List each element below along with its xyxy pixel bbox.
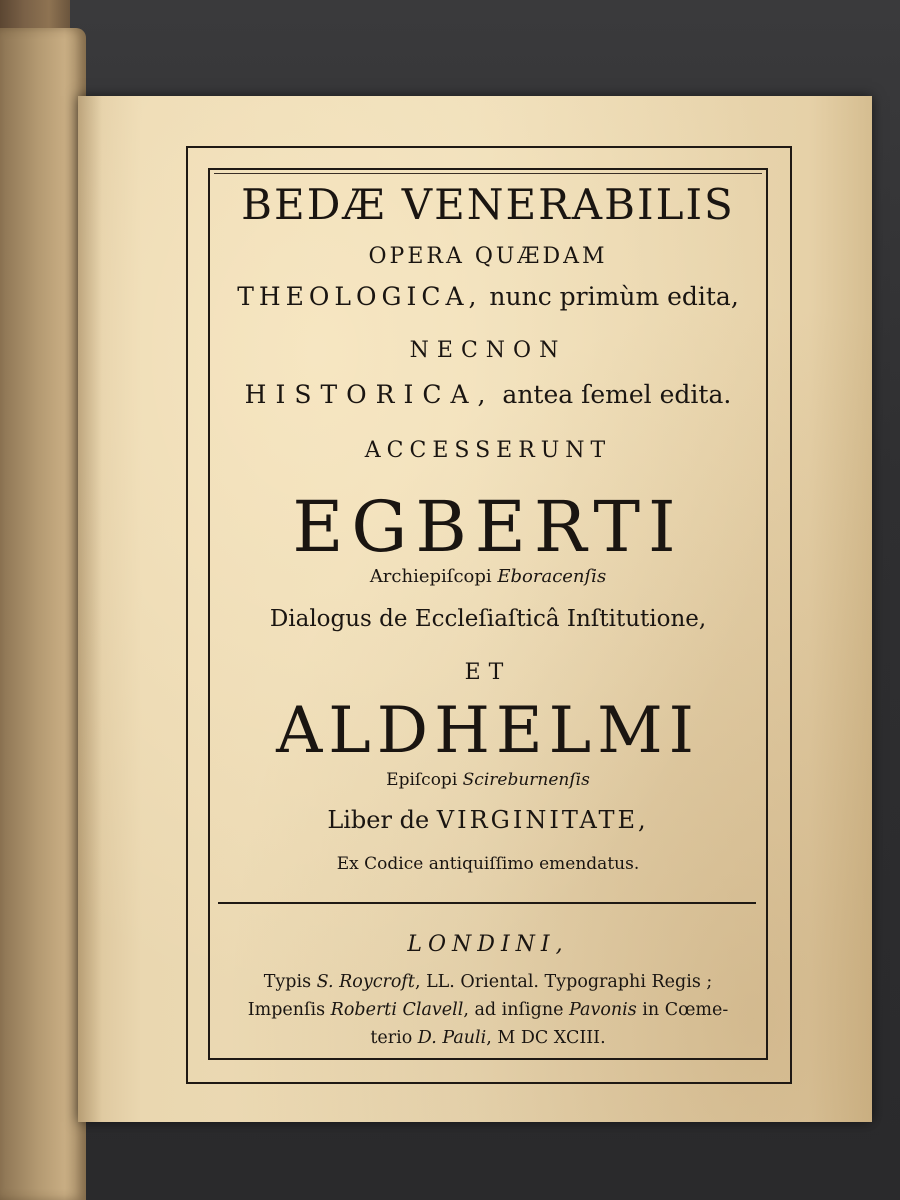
theologica-caps: THEOLOGICA, [237, 282, 482, 311]
necnon-line: NECNON [409, 338, 567, 363]
main-title: BEDÆ VENERABILIS [241, 180, 735, 229]
archiepiscopi-line [208, 566, 768, 587]
imprint-londini: LONDINI, [407, 932, 569, 957]
pauli-text: D. Pauli [417, 1028, 487, 1048]
imprint-divider-rule [218, 902, 756, 904]
scireburnensis-text: Scireburnenſis [462, 770, 590, 790]
liber-line [208, 806, 768, 834]
impensis-mid: , ad inſigne [463, 1000, 570, 1020]
aldhelmi-heading: ALDHELMI [276, 694, 700, 768]
egberti-heading: EGBERTI [292, 486, 684, 568]
archiepiscopi-text: Archiepiſcopi [369, 566, 498, 587]
accesserunt-line: ACCESSERUNT [364, 438, 612, 463]
impensis-end: in Cœme- [636, 1000, 729, 1020]
et-line: ET [464, 660, 512, 685]
episcopi-line [208, 770, 768, 790]
dialogus-line: Dialogus de Eccleſiaſticâ Inſtitutione, [269, 606, 707, 632]
clavell-text: Roberti Clavell [330, 1000, 464, 1020]
imprint-terio-line [208, 1028, 768, 1048]
pavonis-text: Pavonis [569, 1000, 637, 1020]
imprint-typis-line [208, 972, 768, 992]
left-page-edge [0, 28, 86, 1200]
impensis-text: Impenſis [247, 1000, 331, 1020]
imprint-impensis-line [208, 1000, 768, 1020]
ex-codice-line: Ex Codice antiquiſſimo emendatus. [336, 854, 640, 874]
liber-text: Liber de [327, 806, 437, 834]
historica-rest: antea ſemel edita. [494, 380, 732, 409]
virginitate-text: VIRGINITATE, [436, 806, 649, 834]
episcopi-text: Epiſcopi [386, 770, 463, 790]
typis-rest: , LL. Oriental. Typographi Regis ; [414, 972, 713, 992]
page-gutter-shadow [78, 96, 102, 1122]
historica-line [208, 380, 768, 409]
roycroft-text: S. Roycroft [316, 972, 415, 992]
theologica-line [208, 282, 768, 311]
eboracensis-text: Eboracenſis [497, 566, 607, 587]
year-text: , M DC XCIII. [486, 1028, 606, 1048]
typis-text: Typis [263, 972, 317, 992]
subtitle-opera: OPERA QUÆDAM [368, 244, 608, 269]
historica-caps: HISTORICA, [244, 380, 495, 409]
title-page [78, 96, 872, 1122]
terio-text: terio [370, 1028, 418, 1048]
theologica-rest: nunc primùm edita, [481, 282, 739, 311]
